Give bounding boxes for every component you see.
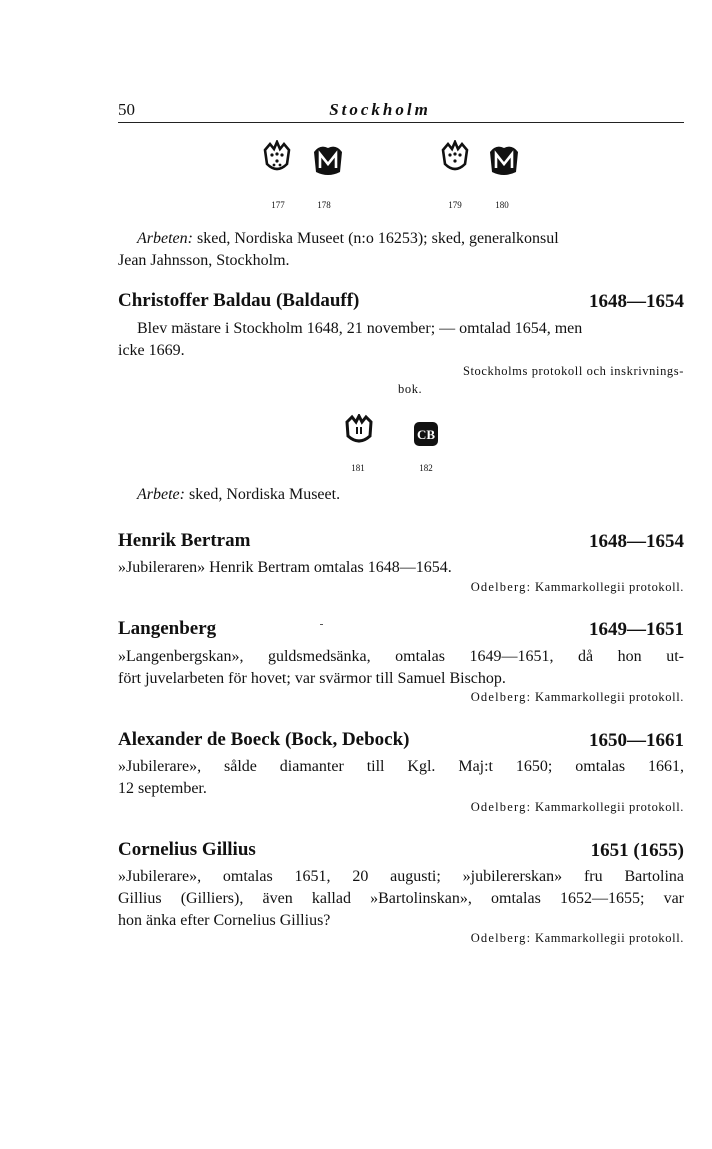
monogram-m-mark-icon — [486, 142, 522, 178]
entry-dates: 1651 (1655) — [590, 840, 684, 861]
mark-number: 177 — [271, 200, 285, 210]
entry-name: Langenberg — [118, 618, 217, 639]
crown-mark-icon — [344, 414, 374, 450]
work-line — [137, 484, 340, 506]
entry-text-line: »Jubilerare», sålde diamanter till Kgl. Maj:t 1650; omtalas 1661, — [118, 758, 684, 775]
source-citation — [380, 800, 684, 815]
entry-name: Henrik Bertram — [118, 530, 251, 551]
entry-name: Christoffer Baldau (Baldauff) — [118, 290, 360, 311]
monogram-m-mark-icon — [310, 142, 346, 178]
entry-name: Cornelius Gillius — [118, 839, 256, 860]
entry-dates: 1650—1661 — [589, 730, 684, 751]
source-author: Odelberg: — [470, 690, 532, 704]
mark-number: 181 — [351, 463, 365, 473]
print-speck — [320, 624, 323, 625]
works-label: Arbeten: — [137, 230, 193, 247]
source-author: Odelberg: — [470, 580, 532, 594]
entry-dates: 1649—1651 — [589, 619, 684, 640]
entry-name: Alexander de Boeck (Bock, Debock) — [118, 729, 410, 750]
running-title: Stockholm — [329, 100, 431, 119]
page-number: 50 — [118, 100, 135, 119]
works-text: sked, Nordiska Museet (n:o 16253); sked, generalkonsul — [196, 230, 559, 247]
source-title: Kammarkollegii protokoll. — [534, 800, 684, 814]
entry-text-line: »Langenbergskan», guldsmedsänka, omtalas 1649—1651, då hon ut- — [118, 648, 684, 665]
entry-text-line: »Jubilerare», omtalas 1651, 20 augusti; »jubilererskan» fru Bartolina — [118, 868, 684, 885]
intro-line-2: Jean Jahnsson, Stockholm. — [118, 252, 290, 269]
entry-text-line: fört juvelarbeten för hovet; var svärmor till Samuel Bischop. — [118, 670, 506, 687]
entry-text-line: Gillius (Gilliers), även kallad »Bartolinskan», omtalas 1652—1655; var — [118, 890, 684, 907]
entry-text-line: icke 1669. — [118, 342, 185, 359]
source-citation — [380, 580, 684, 595]
source-citation: Stockholms protokoll och inskrivnings- — [462, 364, 684, 378]
entry-dates: 1648—1654 — [589, 291, 684, 312]
entry-text-line: hon änka efter Cornelius Gillius? — [118, 912, 331, 929]
cb-monogram-mark-icon — [412, 420, 440, 450]
source-title: Kammarkollegii protokoll. — [534, 931, 684, 945]
crown-mark-icon — [440, 140, 470, 180]
entry-text-line: »Jubileraren» Henrik Bertram omtalas 1648—1654. — [118, 559, 452, 576]
mark-number: 178 — [317, 200, 331, 210]
mark-number: 182 — [419, 463, 433, 473]
source-citation — [380, 690, 684, 705]
source-author: Odelberg: — [470, 931, 532, 945]
source-citation-cont: bok. — [398, 382, 423, 396]
source-title: Kammarkollegii protokoll. — [534, 580, 684, 594]
source-citation — [380, 931, 684, 946]
work-text: sked, Nordiska Museet. — [188, 486, 341, 503]
mark-number: 180 — [495, 200, 509, 210]
crown-mark-icon — [262, 140, 292, 180]
svg-text:CB: CB — [416, 427, 436, 442]
source-author: Odelberg: — [470, 800, 532, 814]
mark-number: 179 — [448, 200, 462, 210]
source-title: Kammarkollegii protokoll. — [534, 690, 684, 704]
entry-dates: 1648—1654 — [589, 531, 684, 552]
entry-text-line: 12 september. — [118, 780, 207, 797]
work-label: Arbete: — [137, 486, 185, 503]
intro-line-1 — [137, 228, 685, 250]
header-rule — [118, 122, 684, 123]
entry-text-line: Blev mästare i Stockholm 1648, 21 november; — omtalad 1654, men — [137, 320, 583, 337]
